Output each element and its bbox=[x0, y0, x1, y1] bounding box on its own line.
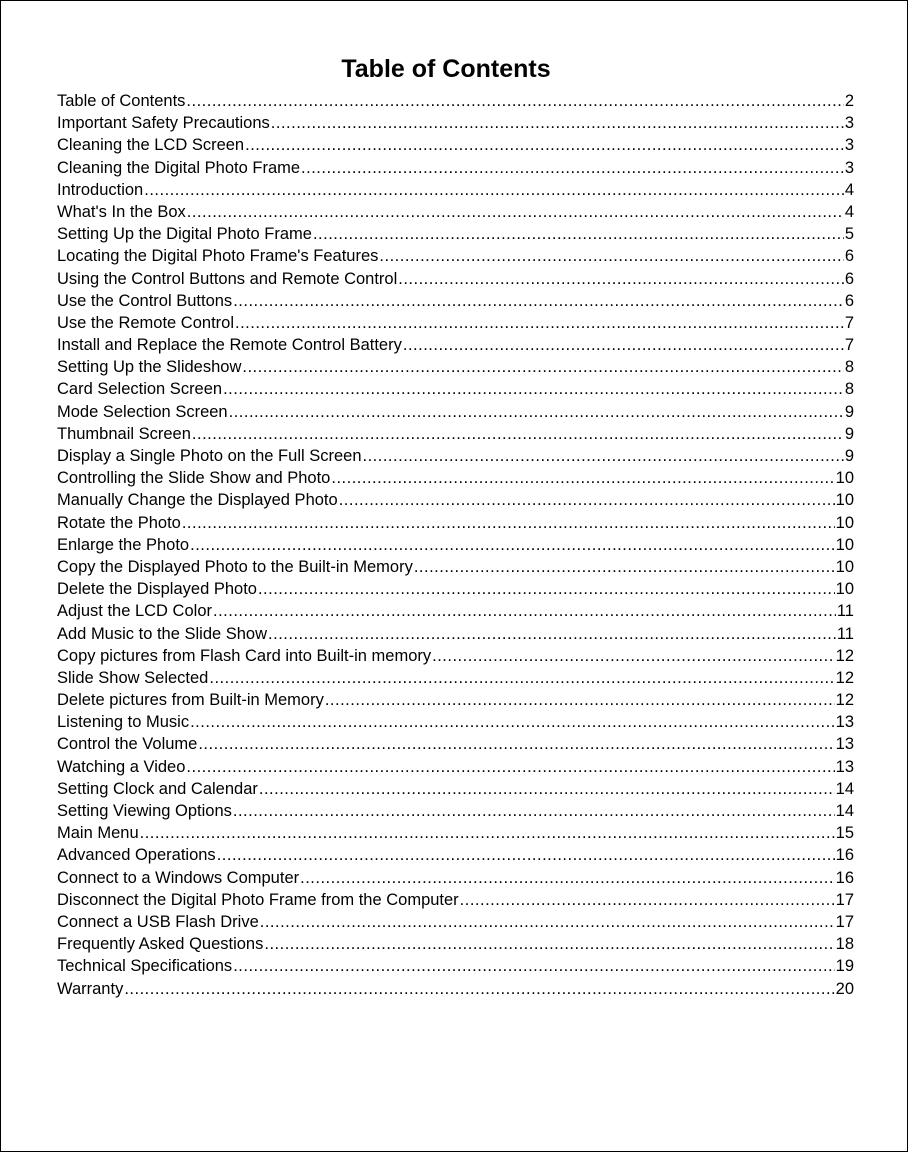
toc-entry-page-number: 6 bbox=[844, 247, 854, 266]
toc-entry-label: Locating the Digital Photo Frame's Features bbox=[57, 247, 379, 266]
toc-dot-leader bbox=[144, 179, 844, 201]
toc-entry bbox=[57, 867, 854, 889]
toc-entry-label: Watching a Video bbox=[57, 757, 186, 776]
toc-entry-page-number: 8 bbox=[844, 380, 854, 399]
toc-dot-leader bbox=[233, 290, 844, 312]
toc-dot-leader bbox=[192, 423, 844, 445]
toc-entry-label: Setting Up the Slideshow bbox=[57, 358, 242, 377]
toc-entry-label: Technical Specifications bbox=[57, 957, 233, 976]
toc-entry-page-number: 3 bbox=[844, 136, 854, 155]
toc-entry-label: Slide Show Selected bbox=[57, 668, 209, 687]
toc-entry-label: Copy pictures from Flash Card into Built-in memory bbox=[57, 646, 432, 665]
toc-entry-label: Enlarge the Photo bbox=[57, 535, 190, 554]
toc-dot-leader bbox=[363, 445, 844, 467]
toc-entry bbox=[57, 911, 854, 933]
toc-entry bbox=[57, 955, 854, 977]
toc-entry-label: Mode Selection Screen bbox=[57, 402, 228, 421]
toc-entry-label: Setting Viewing Options bbox=[57, 802, 232, 820]
toc-entry-page-number: 6 bbox=[844, 291, 854, 310]
toc-entry-page-number: 4 bbox=[844, 202, 854, 221]
toc-entry-page-number: 3 bbox=[844, 158, 854, 177]
toc-entry-page-number: 12 bbox=[835, 668, 854, 687]
toc-entry-page-number: 11 bbox=[836, 624, 854, 643]
toc-entry bbox=[57, 623, 854, 645]
toc-entry-label: Copy the Displayed Photo to the Built-in Memory bbox=[57, 557, 413, 576]
toc-entry bbox=[57, 445, 854, 467]
toc-entry-label: Use the Remote Control bbox=[57, 313, 234, 332]
toc-entry-page-number: 3 bbox=[844, 114, 854, 133]
toc-dot-leader bbox=[260, 911, 835, 933]
toc-entry bbox=[57, 489, 854, 511]
toc-dot-leader bbox=[245, 134, 844, 156]
toc-dot-leader bbox=[460, 889, 835, 911]
toc-entry bbox=[57, 334, 854, 356]
toc-dot-leader bbox=[217, 844, 835, 866]
toc-dot-leader bbox=[233, 955, 834, 977]
toc-entry-label: Adjust the LCD Color bbox=[57, 602, 212, 621]
toc-dot-leader bbox=[300, 867, 835, 889]
toc-dot-leader bbox=[235, 312, 844, 334]
toc-dot-leader bbox=[313, 223, 844, 245]
toc-dot-leader bbox=[268, 623, 836, 645]
toc-entry bbox=[57, 423, 854, 445]
toc-entry-label: Delete pictures from Built-in Memory bbox=[57, 691, 324, 710]
toc-entry-label: Using the Control Buttons and Remote Control bbox=[57, 269, 398, 288]
toc-entry-page-number: 10 bbox=[835, 580, 854, 599]
toc-entry-page-number: 13 bbox=[835, 735, 854, 754]
toc-dot-leader bbox=[186, 756, 834, 778]
toc-entry-label: Setting Clock and Calendar bbox=[57, 779, 258, 798]
toc-entry bbox=[57, 756, 854, 778]
toc-entry-label: Setting Up the Digital Photo Frame bbox=[57, 225, 312, 244]
toc-entry-page-number: 14 bbox=[835, 802, 854, 820]
toc-entry-label: Controlling the Slide Show and Photo bbox=[57, 469, 331, 488]
toc-entry bbox=[57, 800, 854, 822]
table-of-contents bbox=[57, 90, 854, 1000]
toc-entry-label: Manually Change the Displayed Photo bbox=[57, 491, 338, 510]
toc-entry-page-number: 2 bbox=[844, 92, 854, 110]
toc-entry bbox=[57, 534, 854, 556]
toc-entry-page-number: 9 bbox=[844, 424, 854, 443]
toc-entry bbox=[57, 978, 854, 1000]
toc-entry bbox=[57, 933, 854, 955]
toc-entry-label: Thumbnail Screen bbox=[57, 424, 191, 443]
toc-entry-page-number: 9 bbox=[844, 447, 854, 465]
toc-entry bbox=[57, 689, 854, 711]
toc-dot-leader bbox=[182, 512, 835, 534]
toc-entry-label: Add Music to the Slide Show bbox=[57, 624, 268, 643]
toc-entry-page-number: 18 bbox=[835, 935, 854, 954]
toc-entry bbox=[57, 556, 854, 578]
toc-entry-label: Table of Contents bbox=[57, 92, 186, 110]
toc-dot-leader bbox=[271, 112, 844, 134]
toc-dot-leader bbox=[233, 800, 835, 822]
toc-entry bbox=[57, 157, 854, 179]
toc-dot-leader bbox=[198, 733, 834, 755]
toc-entry bbox=[57, 378, 854, 400]
toc-entry bbox=[57, 822, 854, 844]
toc-entry-label: What's In the Box bbox=[57, 202, 186, 221]
toc-entry-page-number: 10 bbox=[835, 491, 854, 510]
toc-dot-leader bbox=[190, 534, 835, 556]
toc-entry-label: Warranty bbox=[57, 979, 124, 998]
toc-dot-leader bbox=[379, 245, 843, 267]
toc-dot-leader bbox=[229, 401, 844, 423]
toc-entry-page-number: 7 bbox=[844, 336, 854, 355]
toc-entry-label: Card Selection Screen bbox=[57, 380, 223, 399]
toc-entry bbox=[57, 600, 854, 622]
toc-entry-page-number: 12 bbox=[835, 646, 854, 665]
toc-dot-leader bbox=[209, 667, 834, 689]
toc-entry-label: Delete the Displayed Photo bbox=[57, 580, 257, 599]
toc-entry bbox=[57, 733, 854, 755]
toc-entry-page-number: 10 bbox=[835, 513, 854, 532]
toc-entry-page-number: 13 bbox=[835, 713, 854, 732]
toc-entry bbox=[57, 467, 854, 489]
toc-entry-label: Listening to Music bbox=[57, 713, 190, 732]
toc-entry bbox=[57, 134, 854, 156]
toc-dot-leader bbox=[223, 378, 844, 400]
toc-entry bbox=[57, 290, 854, 312]
toc-entry bbox=[57, 889, 854, 911]
toc-entry-page-number: 17 bbox=[835, 890, 854, 909]
toc-entry-page-number: 16 bbox=[835, 868, 854, 887]
toc-entry-page-number: 13 bbox=[835, 757, 854, 776]
toc-entry-page-number: 10 bbox=[835, 535, 854, 554]
toc-entry-page-number: 8 bbox=[844, 358, 854, 377]
toc-dot-leader bbox=[403, 334, 844, 356]
toc-entry-label: Main Menu bbox=[57, 824, 139, 843]
toc-dot-leader bbox=[259, 778, 835, 800]
toc-dot-leader bbox=[301, 157, 844, 179]
toc-entry-label: Use the Control Buttons bbox=[57, 291, 233, 310]
toc-entry-label: Connect a USB Flash Drive bbox=[57, 912, 259, 931]
toc-entry bbox=[57, 645, 854, 667]
toc-entry-label: Control the Volume bbox=[57, 735, 198, 754]
toc-entry bbox=[57, 401, 854, 423]
toc-dot-leader bbox=[264, 933, 834, 955]
toc-entry bbox=[57, 312, 854, 334]
toc-entry-label: Important Safety Precautions bbox=[57, 114, 270, 133]
toc-dot-leader bbox=[140, 822, 835, 844]
toc-entry bbox=[57, 711, 854, 733]
toc-dot-leader bbox=[124, 978, 834, 1000]
toc-entry bbox=[57, 90, 854, 112]
toc-entry bbox=[57, 356, 854, 378]
toc-entry bbox=[57, 778, 854, 800]
toc-entry-label: Introduction bbox=[57, 180, 144, 199]
toc-entry bbox=[57, 179, 854, 201]
toc-entry bbox=[57, 512, 854, 534]
toc-entry-page-number: 4 bbox=[844, 180, 854, 199]
toc-entry-label: Cleaning the Digital Photo Frame bbox=[57, 158, 301, 177]
toc-dot-leader bbox=[414, 556, 835, 578]
toc-entry bbox=[57, 578, 854, 600]
toc-dot-leader bbox=[258, 578, 835, 600]
toc-entry-label: Disconnect the Digital Photo Frame from the Computer bbox=[57, 890, 459, 909]
toc-entry bbox=[57, 844, 854, 866]
toc-entry-label: Install and Replace the Remote Control Battery bbox=[57, 336, 402, 355]
toc-entry bbox=[57, 667, 854, 689]
toc-dot-leader bbox=[398, 268, 844, 290]
toc-entry-page-number: 9 bbox=[844, 402, 854, 421]
toc-entry-label: Advanced Operations bbox=[57, 846, 216, 865]
toc-entry-page-number: 7 bbox=[844, 313, 854, 332]
toc-dot-leader bbox=[325, 689, 835, 711]
toc-entry-page-number: 15 bbox=[835, 824, 854, 843]
toc-dot-leader bbox=[187, 201, 844, 223]
toc-entry-page-number: 16 bbox=[835, 846, 854, 865]
toc-entry-page-number: 5 bbox=[844, 225, 854, 244]
toc-entry-label: Cleaning the LCD Screen bbox=[57, 136, 245, 155]
toc-entry bbox=[57, 112, 854, 134]
toc-entry-page-number: 14 bbox=[835, 779, 854, 798]
toc-entry bbox=[57, 268, 854, 290]
toc-dot-leader bbox=[339, 489, 835, 511]
toc-entry bbox=[57, 201, 854, 223]
toc-dot-leader bbox=[432, 645, 835, 667]
toc-dot-leader bbox=[186, 90, 843, 112]
toc-entry-label: Connect to a Windows Computer bbox=[57, 868, 300, 887]
toc-dot-leader bbox=[213, 600, 836, 622]
toc-entry-page-number: 10 bbox=[835, 557, 854, 576]
toc-dot-leader bbox=[190, 711, 835, 733]
toc-entry bbox=[57, 223, 854, 245]
toc-entry-page-number: 10 bbox=[835, 469, 854, 488]
toc-entry-page-number: 17 bbox=[835, 912, 854, 931]
toc-entry-label: Rotate the Photo bbox=[57, 513, 181, 532]
toc-entry-page-number: 12 bbox=[835, 691, 854, 710]
toc-entry-label: Display a Single Photo on the Full Screen bbox=[57, 447, 362, 465]
toc-entry-page-number: 20 bbox=[835, 979, 854, 998]
toc-entry-page-number: 19 bbox=[835, 957, 854, 976]
toc-entry bbox=[57, 245, 854, 267]
toc-entry-page-number: 11 bbox=[836, 602, 854, 621]
toc-entry-page-number: 6 bbox=[844, 269, 854, 288]
toc-dot-leader bbox=[242, 356, 843, 378]
page-title: Table of Contents bbox=[341, 55, 551, 83]
toc-dot-leader bbox=[331, 467, 834, 489]
toc-entry-label: Frequently Asked Questions bbox=[57, 935, 264, 954]
